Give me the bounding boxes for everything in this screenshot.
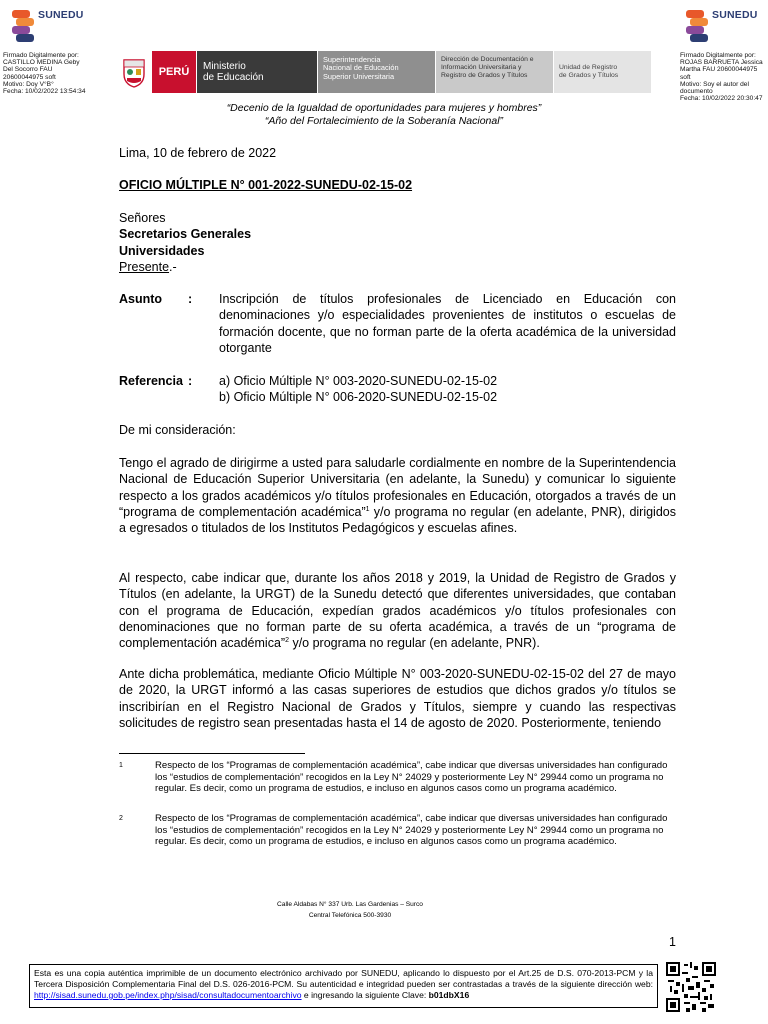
asunto-text: Inscripción de títulos profesionales de Licenciado en Educación con denominaciones y/o especialidades provenientes de institutos o escuelas de formación docente, que no forman parte de la oferta académica de la universidad otorgante [219, 292, 676, 355]
greeting: De mi consideración: [119, 423, 236, 437]
addressee-salutation: Señores [119, 211, 166, 225]
referencia-list [219, 373, 497, 406]
page-number: 1 [669, 935, 676, 949]
signature-line: ROJAS BARRUETA Jessica [680, 59, 763, 67]
signature-line: CASTILLO MEDINA Geby [3, 59, 80, 67]
referencia-item: b) Oficio Múltiple N° 006-2020-SUNEDU-02-15-02 [219, 390, 498, 405]
signature-line: Fecha: 10/02/2022 20:30:47 [680, 95, 763, 103]
presente-word: Presente [119, 259, 170, 274]
signature-line: Martha FAU 20600044975 soft [680, 66, 758, 81]
verification-link[interactable]: http://sisad.sunedu.gob.pe/index.php/sisad/consultadocumentoarchivo [34, 990, 302, 1000]
paragraph-2-text-end: y/o programa no regular (en adelante, PNR). [288, 636, 540, 651]
superintendence-label [317, 51, 435, 93]
sunedu-wordmark: SUNEDU [38, 9, 84, 21]
footnote-ref-2: 2 [285, 637, 289, 645]
footnote-text: Respecto de los “Programas de complementación académica”, cabe indicar que diversas universidades han configurado los “estudios de complementación” recogidos en la Ley N° 24029 y posteriormente Ley N° 29944 como un programa no regular. Es decir, como un programa de estudios, e incluso en algunos casos como un programa académico. [155, 813, 668, 848]
right-signature-stamp [680, 52, 766, 102]
paragraph-3: Ante dicha problemática, mediante Oficio Múltiple N° 003-2020-SUNEDU-02-15-02 del 27 de mayo de 2020, la URGT informó a las casas superiores de estudios que dichos grados y/o títulos se inscribirían en el Registro Nacional de Grados y Títulos, siempre y cuando las respectivas solicitudes de registro sean presentadas hasta el 14 de agosto de 2020. Posteriormente, teniendo [119, 667, 676, 730]
signature-line: documento [680, 88, 713, 96]
signature-line: Del Socorro FAU [3, 66, 53, 74]
ministry-label [196, 51, 317, 93]
sunedu-logo-right [684, 6, 758, 50]
signature-line: Fecha: 10/02/2022 13:54:34 [3, 88, 86, 96]
unit-line: Unidad de Registro [559, 64, 618, 71]
footer-phone-line: Central Telefónica 500-3930 [308, 911, 392, 919]
superintendence-line: Superintendencia [323, 55, 381, 64]
addressee-line-2: Universidades [119, 243, 205, 258]
signature-line: Motivo: Soy el autor del [680, 80, 749, 88]
paragraph-2-text: Al respecto, cabe indicar que, durante los años 2018 y 2019, la Unidad de Registro de Grados y Títulos (en adelante, la URGT) de la Sunedu detectó que diferentes universidades, que contaban con el programa de Educación, expedían grados académicos y/o títulos profesionales con denominaciones que no forman parte de su oferta académica, a través de un “programa de complementación académica” [119, 571, 676, 651]
referencia-colon: : [188, 374, 193, 388]
motto-decade: “Decenio de la Igualdad de oportunidades para mujeres y hombres” [226, 102, 542, 114]
footnote-2 [119, 813, 676, 848]
peru-coat-of-arms-icon [116, 51, 152, 93]
verification-key: b01dbX16 [428, 990, 470, 1000]
footnote-ref-1: 1 [365, 505, 370, 513]
ministry-line: Ministerio [203, 61, 246, 72]
qr-code-icon [666, 962, 716, 1012]
date-line: Lima, 10 de febrero de 2022 [119, 146, 277, 160]
signature-line: 20600044975 soft [3, 73, 56, 81]
left-signature-stamp [3, 52, 93, 95]
superintendence-line: Nacional de Educación [323, 63, 399, 73]
asunto-label: Asunto [119, 292, 163, 306]
direction-line: Información Universitaria y [441, 64, 522, 71]
referencia-item: a) Oficio Múltiple N° 003-2020-SUNEDU-02-15-02 [219, 374, 498, 388]
addressee-line-1: Secretarios Generales [119, 227, 252, 242]
paragraph-1-text: Tengo el agrado de dirigirme a usted para saludarle cordialmente en nombre de la Superintendencia Nacional de Educación Superior Universitaria (en adelante, la Sunedu) y comunicar lo siguiente respecto a los grados académicos y/o títulos profesionales en Educación, otorgados a través de un “programa de complementación académica” [119, 456, 676, 519]
direction-line: Registro de Grados y Títulos [441, 72, 528, 79]
referencia-label: Referencia [119, 374, 183, 388]
sunedu-mark-icon [684, 8, 714, 48]
sunedu-mark-icon [10, 8, 40, 48]
verification-notice [29, 964, 658, 1008]
direction-label [435, 51, 553, 93]
signature-line: Motivo: Doy V°B° [3, 80, 54, 88]
footer-address [0, 900, 700, 921]
asunto-colon: : [188, 292, 193, 306]
sunedu-logo-left [10, 6, 84, 50]
signature-line: Firmado Digitalmente por: [3, 52, 79, 59]
footnote-number: 2 [119, 815, 123, 822]
sunedu-wordmark: SUNEDU [712, 9, 758, 21]
verification-text-end: e ingresando la siguiente Clave: [301, 990, 429, 1000]
footer-address-line: Calle Aldabas N° 337 Urb. Las Gardenias – Surco [277, 901, 423, 908]
government-header [116, 51, 651, 93]
signature-line: Firmado Digitalmente por: [680, 52, 756, 59]
verification-text: Esta es una copia auténtica imprimible de un documento electrónico archivado por SUNEDU, aplicando lo dispuesto por el Art.25 de D.S. 070-2013-PCM y la Tercera Disposición Complementaria Final del D.S. 026-2016-PCM. Su autenticidad e integridad pueden ser contrastadas a través de la siguiente dirección web: [34, 968, 653, 989]
motto-year: “Año del Fortalecimiento de la Soberanía Nacional” [264, 115, 504, 127]
footnote-text: Respecto de los “Programas de complementación académica”, cabe indicar que diversas universidades han configurado los “estudios de complementación” recogidos en la Ley N° 24029 y posteriormente Ley N° 29944 como un programa no regular. Es decir, como un programa de estudios, e incluso en algunos casos como un programa académico. [155, 760, 668, 795]
unit-line: de Grados y Títulos [559, 72, 619, 79]
direction-line: Dirección de Documentación e [441, 56, 534, 63]
paragraph-1 [119, 455, 676, 536]
superintendence-line: Superior Universitaria [323, 71, 395, 81]
addressee-presente [119, 259, 251, 275]
addressee-block [119, 210, 251, 275]
ministry-line: de Educación [203, 72, 264, 83]
presente-suffix: .- [169, 259, 177, 274]
peru-label: PERÚ [152, 51, 196, 93]
footnote-separator [119, 753, 305, 754]
unit-label [553, 51, 651, 93]
footnote-number: 1 [119, 762, 123, 769]
oficio-number: OFICIO MÚLTIPLE N° 001-2022-SUNEDU-02-15-02 [119, 178, 413, 192]
paragraph-2 [119, 570, 676, 651]
footnote-1 [119, 760, 676, 795]
paragraph-1-text-end: y/o programa no regular (en adelante, PNR), dirigidos a egresados o titulados de los Institutos Pedagógicos y escuelas afines. [119, 504, 676, 536]
